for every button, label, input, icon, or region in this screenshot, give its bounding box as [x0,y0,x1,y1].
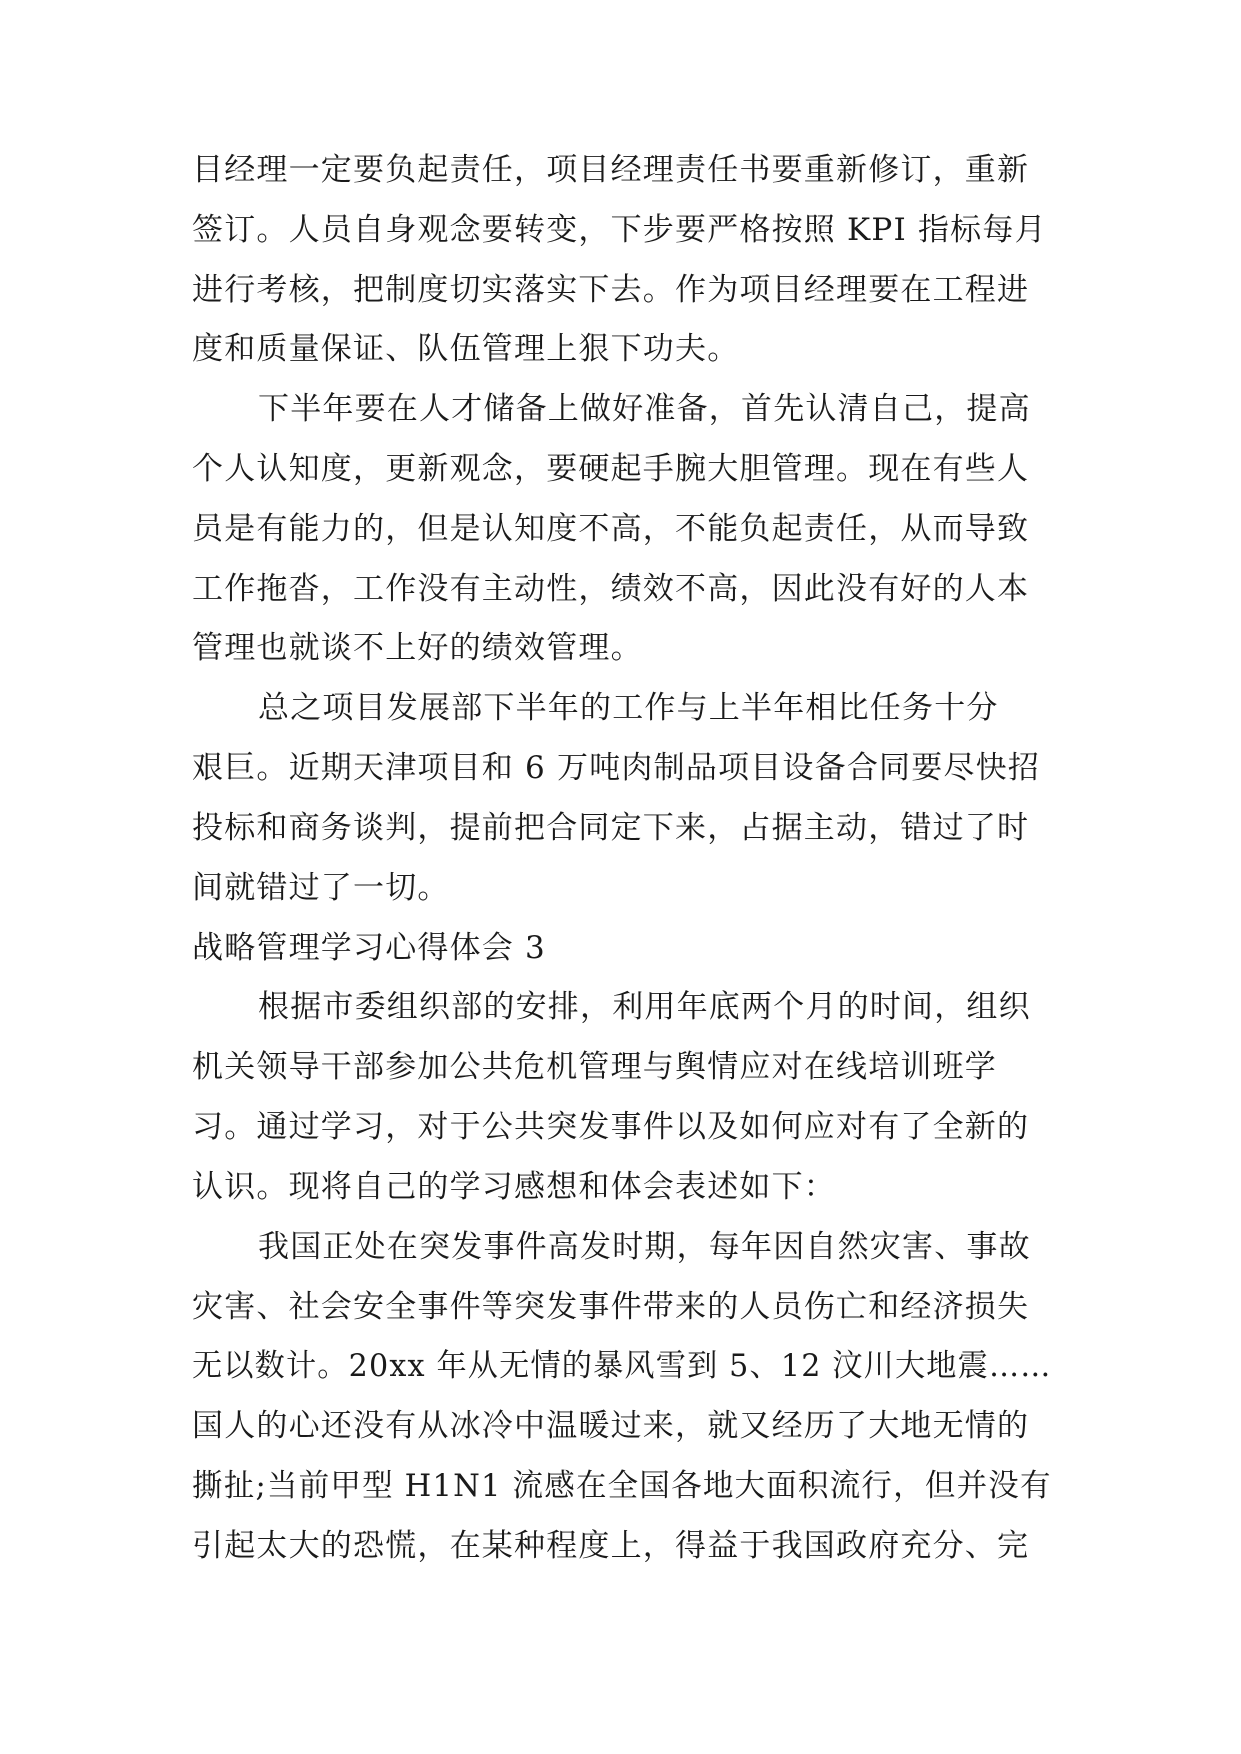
paragraph-line: 员是有能力的，但是认知度不高，不能负起责任，从而导致 [192,511,1030,547]
paragraph-line: 目经理一定要负起责任，项目经理责任书要重新修订，重新 [192,152,1030,188]
paragraph-line: 无以数计。20xx 年从无情的暴风雪到 5、12 汶川大地震…… [192,1348,1052,1384]
paragraph-line: 国人的心还没有从冰冷中温暖过来，就又经历了大地无情的 [192,1408,1030,1444]
paragraph-line: 撕扯;当前甲型 H1N1 流感在全国各地大面积流行，但并没有 [192,1468,1052,1504]
paragraph-line: 下半年要在人才储备上做好准备，首先认清自己，提高 [258,391,1031,427]
paragraph-line: 个人认知度，更新观念，要硬起手腕大胆管理。现在有些人 [192,451,1030,487]
paragraph-line: 引起太大的恐慌，在某种程度上，得益于我国政府充分、完 [192,1528,1030,1564]
paragraph-line: 灾害、社会安全事件等突发事件带来的人员伤亡和经济损失 [192,1289,1030,1325]
paragraph-line: 间就错过了一切。 [192,870,450,906]
paragraph-line: 认识。现将自己的学习感想和体会表述如下： [192,1169,836,1205]
section-heading: 战略管理学习心得体会 3 [192,930,546,966]
paragraph-line: 根据市委组织部的安排，利用年底两个月的时间，组织 [258,989,1031,1025]
paragraph-line: 机关领导干部参加公共危机管理与舆情应对在线培训班学 [192,1049,997,1085]
paragraph-line: 签订。人员自身观念要转变，下步要严格按照 KPI 指标每月 [192,212,1047,248]
paragraph-line: 我国正处在突发事件高发时期，每年因自然灾害、事故 [258,1229,1031,1265]
paragraph-line: 习。通过学习，对于公共突发事件以及如何应对有了全新的 [192,1109,1030,1145]
paragraph-line: 工作拖沓，工作没有主动性，绩效不高，因此没有好的人本 [192,571,1030,607]
paragraph-line: 管理也就谈不上好的绩效管理。 [192,630,643,666]
paragraph-line: 投标和商务谈判，提前把合同定下来，占据主动，错过了时 [192,810,1030,846]
paragraph-line: 艰巨。近期天津项目和 6 万吨肉制品项目设备合同要尽快招 [192,750,1041,786]
paragraph-line: 度和质量保证、队伍管理上狠下功夫。 [192,331,740,367]
paragraph-line: 总之项目发展部下半年的工作与上半年相比任务十分 [258,690,999,726]
paragraph-line: 进行考核，把制度切实落实下去。作为项目经理要在工程进 [192,272,1030,308]
